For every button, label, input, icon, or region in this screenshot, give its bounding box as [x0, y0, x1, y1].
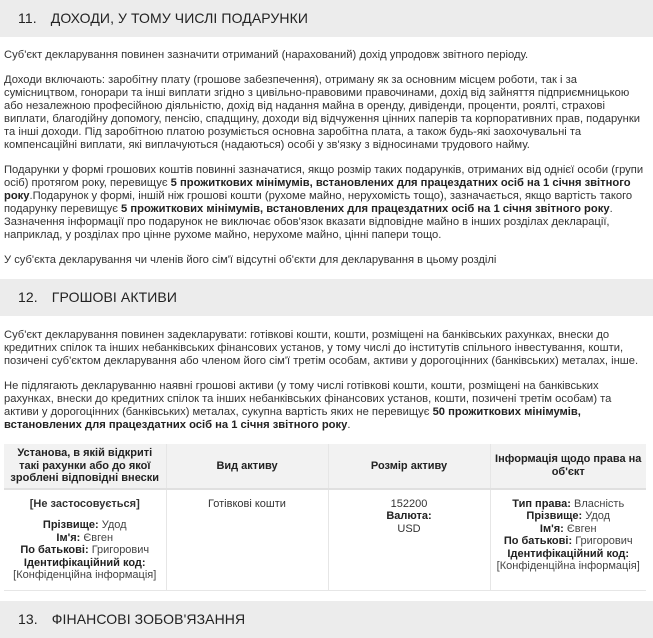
- rights-surname: Прізвище: Удод: [526, 510, 611, 522]
- cell-institution: [4, 489, 166, 591]
- cell-rights: [490, 489, 646, 591]
- institution-surname: Прізвище: Удод: [42, 519, 127, 531]
- section-11-includes: Доходи включають: заробітну плату (грошове забезпечення), отриману як за основним місцем роботи, так і за сумісництвом, гонорари та інші виплати згідно з цивільно-правовими правочинами, дохід від зайняття підприємницькою або незалежною професійною діяльністю, дохід від надання майна в оренду, дивіденди, проценти, роялті, страхові виплати, благодійну допомогу, пенсію, спадщину, доходи від відчуження цінних паперів та корпоративних прав, подарунки та інші доходи. Під заробітною платою розуміється основна заробітна плата, а також будь-які заохочувальні та компенсаційні виплати, які виплачуються (надаються) особі у зв'язку з відносинами трудового найму.: [4, 74, 640, 151]
- section-12-exempt: [4, 380, 645, 432]
- section-11-header: [0, 0, 653, 37]
- institution-patronymic: По батькові: Григорович: [20, 544, 150, 556]
- cell-asset-type: Готівкові кошти: [166, 489, 328, 591]
- gifts-text-1: Подарунки у формі грошових коштів повинні зазначатися, якщо розмір таких подарунків, отриманих від однієї особи (групи осіб) протягом року, перевищує: [4, 164, 644, 189]
- exempt-text-1: Не підлягають декларуванню наявні грошові активи (у тому числі готівкові кошти, кошти, розміщені на банківських рахунках, внески до кредитних спілок та інших небанківських фінансових установ, кошти, позичені третім особам) та активи у дорогоцінних (банківських) металах, сукупна вартість яких не перевищує: [4, 380, 612, 418]
- exempt-text-2: .: [347, 419, 351, 431]
- gifts-threshold-1: 5 прожиткових мінімумів, встановлених для працездатних осіб на 1 січня звітного року: [4, 177, 631, 202]
- column-header-asset-type: Вид активу: [166, 444, 328, 489]
- section-13-header: [0, 601, 653, 638]
- section-title: ФІНАНСОВІ ЗОБОВ'ЯЗАННЯ: [51, 610, 246, 627]
- gifts-text-2: .Подарунок у формі, іншій ніж грошові кошти (рухоме майно, нерухомість тощо), зазначається, якщо вартість такого подарунку перевищує: [4, 190, 633, 215]
- gifts-threshold-2: 5 прожиткових мінімумів, встановлених для працездатних осіб на 1 січня звітного року: [121, 203, 610, 215]
- currency-value: USD: [397, 522, 421, 535]
- column-header-rights: Інформація щодо права на об'єкт: [490, 444, 646, 489]
- column-header-amount: Розмір активу: [328, 444, 490, 489]
- section-title: ДОХОДИ, У ТОМУ ЧИСЛІ ПОДАРУНКИ: [50, 10, 309, 26]
- section-number: 11.: [18, 10, 37, 26]
- cell-amount: [328, 489, 490, 591]
- table-header-row: [4, 444, 646, 489]
- monetary-assets-table: [4, 444, 646, 591]
- section-12-header: [0, 279, 653, 316]
- not-applicable-label: [Не застосовується]: [29, 497, 140, 510]
- section-11-body: [0, 49, 653, 267]
- column-header-institution: Установа, в якій відкриті такі рахунки або до якої зроблені відповідні внески: [4, 444, 166, 489]
- section-11-intro: Суб'єкт декларування повинен зазначити отриманий (нарахований) дохід упродовж звітного періоду.: [4, 49, 529, 61]
- section-12-intro: Суб'єкт декларування повинен задекларувати: готівкові кошти, кошти, розміщені на банківських рахунках, внески до кредитних спілок та інших небанківських фінансових установ, у тому числі до інститутів спільного інвестування, кошти, позичені суб'єктом декларування або членом його сім'ї третім особам, активи у дорогоцінних (банківських) металах, інше.: [4, 329, 639, 367]
- institution-id-value: [Конфіденційна інформація]: [13, 569, 157, 581]
- gifts-text-3: . Зазначення інформації про подарунок не виключає обов'язок вказати відповідне майно в інших розділах декларації, наприклад, у розділах про цінне рухоме майно, нерухоме майно, цінні папери тощо.: [4, 203, 613, 241]
- table-row: [4, 489, 646, 591]
- rights-id-value: [Конфіденційна інформація]: [496, 560, 640, 572]
- right-type: Тип права: Власність: [512, 497, 625, 510]
- rights-patronymic: По батькові: Григорович: [503, 535, 633, 547]
- section-11-gifts: [4, 164, 645, 242]
- rights-id-label: Ідентифікаційний код:: [507, 547, 630, 560]
- rights-name: Ім'я: Євген: [539, 522, 597, 535]
- section-12-body: [0, 329, 653, 432]
- section-number: 12.: [18, 289, 38, 305]
- section-title: ГРОШОВІ АКТИВИ: [51, 289, 178, 305]
- currency-label: Валюта:: [386, 510, 432, 522]
- institution-name: Ім'я: Євген: [56, 531, 114, 544]
- section-11-empty-note: У суб'єкта декларування чи членів його сім'ї відсутні об'єкти для декларування в цьому розділі: [4, 254, 497, 266]
- amount-value: 152200: [390, 497, 428, 510]
- section-number: 13.: [18, 610, 38, 627]
- institution-id-label: Ідентифікаційний код:: [23, 556, 146, 569]
- exempt-threshold: 50 прожиткових мінімумів, встановлених для працездатних осіб на 1 січня звітного року: [4, 406, 581, 431]
